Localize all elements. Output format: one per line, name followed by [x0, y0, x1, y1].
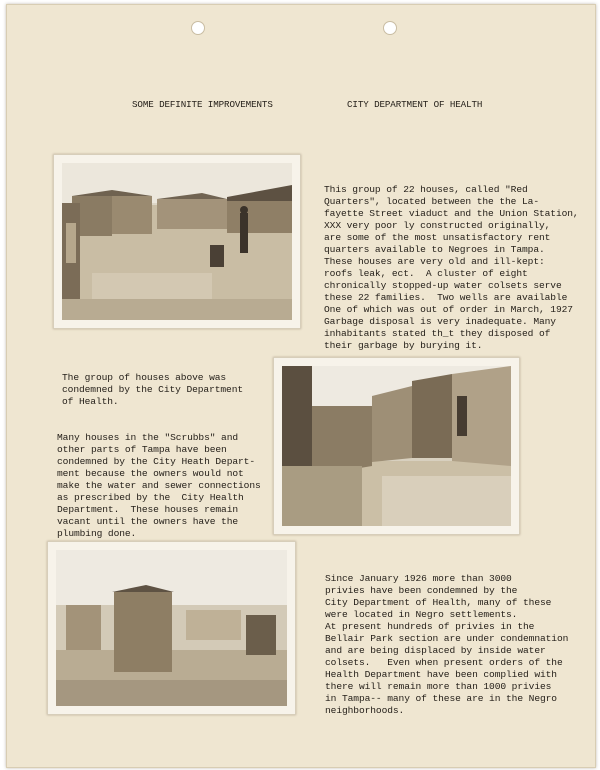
- photo-privies-image: [56, 550, 287, 706]
- photo-condemned-street: [273, 357, 520, 535]
- paragraph-privies: Since January 1926 more than 3000 privies have been condemned by the City Department of Health, many of these were located in Negro settlements. At present hundreds of privies in the Bellair Park section are under condemnation and are being displaced by inside water colsets. Even when present orders of the Health Department have been complied with there will remain more than 1000 privies in Tampa-- many of these are in the Negro neighborhoods.: [325, 573, 569, 716]
- heading-improvements: SOME DEFINITE IMPROVEMENTS: [132, 99, 273, 110]
- photo-red-quarters-image: [62, 163, 292, 320]
- punch-hole: [191, 21, 205, 35]
- paragraph-condemned: The group of houses above was condemned by the City Department of Health.: [62, 372, 244, 407]
- paragraph-red-quarters: This group of 22 houses, called "Red Quarters", located between the the La- fayette Street viaduct and the Union Station, XXX very poor ly constructed originally, are some of the most unsatisfactory rent quarters available to Negroes in Tampa. These houses are very old and ill-kept: roofs leak, ect. A cluster of eight chronically stopped-up water colsets serve these 22 families. Two wells are available One of which was out of order in March, 1927 Garbage disposal is very inadequate. Many inhabitants stated th_t they disposed of their garbage by burying it.: [324, 184, 579, 351]
- punch-hole: [383, 21, 397, 35]
- heading-health-department: CITY DEPARTMENT OF HEALTH: [347, 99, 483, 110]
- photo-privies: [47, 541, 296, 715]
- photo-red-quarters: [53, 154, 301, 329]
- photo-condemned-street-image: [282, 366, 511, 526]
- document-page: [6, 4, 596, 768]
- paragraph-scrubbs: Many houses in the "Scrubbs" and other parts of Tampa have been condemned by the City Heath Depart- ment because the owners would not make the water and sewer connections as prescribed by the City Health Department. These houses remain vacant until the owners have the plumbing done.: [57, 432, 261, 539]
